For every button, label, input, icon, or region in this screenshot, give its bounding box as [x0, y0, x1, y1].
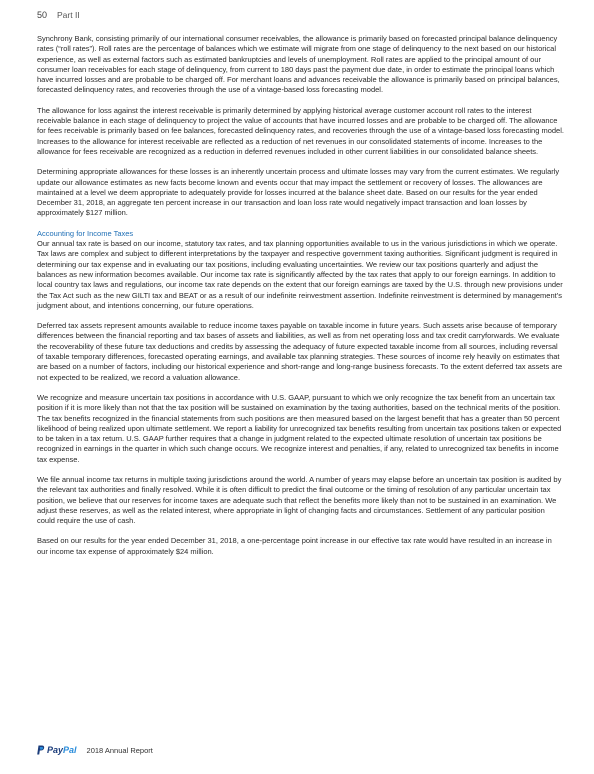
paypal-p-icon [37, 745, 45, 755]
section-heading: Accounting for Income Taxes [37, 228, 134, 238]
paragraph: Deferred tax assets represent amounts available to reduce income taxes payable on taxable income in future years. Such assets arise because of temporary differences between the financial reporting and tax bases of assets and liabilities, as well as from net operating loss and tax credit carryforwards. We evaluate the recoverability of these future tax deductions and credits by assessing the adequacy of future expected taxable income from all sources, including reversal of taxable temporary differences, forecasted operating earnings, and available tax planning strategies. These sources of income rely heavily on estimates that are based on a number of factors, including our historical experience and short-range and long-range business forecasts. To the extent deferred tax assets are not expected to be realized, we record a valuation allowance. [37, 321, 563, 382]
paragraph: We file annual income tax returns in multiple taxing jurisdictions around the world. A number of years may elapse before an uncertain tax position is audited by the relevant tax authorities and finally resolved. While it is often difficult to predict the final outcome or the timing of resolution of any particular uncertain tax position, we believe that our reserves for income taxes are adequate such that reflect the benefits more likely than not to be sustained in an examination. We adjust these reserves, as well as the related interest, where appropriate in light of changing facts and circumstances. Settlement of any particular position could require the use of cash. [37, 474, 562, 526]
logo-pal: Pal [63, 745, 77, 755]
report-title: 2018 Annual Report [86, 745, 153, 755]
page-number: 50 [37, 10, 48, 20]
document-body [37, 34, 564, 567]
logo-pay: Pay [47, 745, 64, 755]
paragraph: Based on our results for the year ended December 31, 2018, a one-percentage point increase in our effective tax rate would have resulted in an increase in our income tax expense of approximately $24 million. [37, 536, 552, 556]
page-header [37, 10, 80, 20]
paragraph: The allowance for loss against the interest receivable is primarily determined by applying historical average customer account roll rates to the interest receivable balance in each stage of delinquency to project the value of accounts that have incurred losses and are probable to be charged off. The allowance for fees receivable is primarily based on fee balances, forecasted delinquency rates, and recoveries through the use of a vintage-based loss forecasting model. Increases to the allowance for interest receivable are reflected as a reduction of net revenues in our consolidated statements of income. Increases to the allowance for fees receivable are recognized as a reduction in deferred revenues included in other current liabilities in our consolidated balance sheets. [37, 105, 564, 156]
paragraph: Our annual tax rate is based on our income, statutory tax rates, and tax planning opportunities available to us in the various jurisdictions in which we operate. Tax laws are complex and subject to different interpretations by the taxpayer and respective government taxing authorities. Significant judgment is required in determining our tax expense and in evaluating our tax positions, including evaluating uncertainties. We review our tax positions quarterly and adjust the balances as new information becomes available. Our income tax rate is significantly affected by the tax rates that apply to our foreign earnings. In addition to local country tax laws and regulations, our income tax rate depends on the extent that our foreign earnings are taxed by the U.S. through new provisions under the Tax Act such as the new GILTI tax and BEAT or as a result of our indefinite reinvestment assertion. Indefinite reinvestment is determined by management’s judgment about, and intentions concerning, our future operations. [37, 239, 563, 310]
paypal-logo [37, 745, 77, 755]
section-label: Part II [57, 10, 80, 20]
paragraph: Synchrony Bank, consisting primarily of our international consumer receivables, the allowance is primarily based on forecasted principal balance delinquency rates (“roll rates”). Roll rates are the percentage of balances which we estimate will migrate from one stage of delinquency to the next based on our historical experience, as well as external factors such as estimated bankruptcies and levels of unemployment. Roll rates are applied to the principal amount of our consumer loan receivables for each stage of delinquency, from current to 180 days past the payment due date, in order to estimate the principal loans which have incurred losses and are probable to be charged off. For merchant loans and advances receivable the allowance is primarily based on principal balances, forecasted delinquency rates, and recoveries through the use of a vintage-based loss forecasting model. [37, 34, 560, 95]
paragraph: Determining appropriate allowances for these losses is an inherently uncertain process and ultimate losses may vary from the current estimates. We regularly update our allowance estimates as new facts become known and events occur that may impact the settlement or recovery of losses. The allowances are maintained at a level we deem appropriate to adequately provide for losses incurred at the balance sheet date. Based on our results for the year ended December 31, 2018, an aggregate ten percent increase in our transaction and loan loss rate would negatively impact transaction and loan losses by approximately $127 million. [37, 167, 560, 218]
paypal-wordmark [47, 745, 77, 755]
paragraph: We recognize and measure uncertain tax positions in accordance with U.S. GAAP, pursuant to which we only recognize the tax benefit from an uncertain tax position if it is more likely than not that the tax position will be sustained on examination by the taxing authorities, based on the technical merits of the position. The tax benefits recognized in the financial statements from such positions are then measured based on the largest benefit that has a greater than 50 percent likelihood of being realized upon ultimate settlement. We report a liability for unrecognized tax benefits resulting from uncertain tax positions taken or expected to be taken in a tax return. U.S. GAAP further requires that a change in judgment related to the expected ultimate resolution of uncertain tax positions be recognized in earnings in the quarter in which such change occurs. We recognize interest and penalties, if any, related to unrecognized tax benefits in income tax expense. [37, 392, 562, 464]
page-footer [37, 745, 153, 755]
